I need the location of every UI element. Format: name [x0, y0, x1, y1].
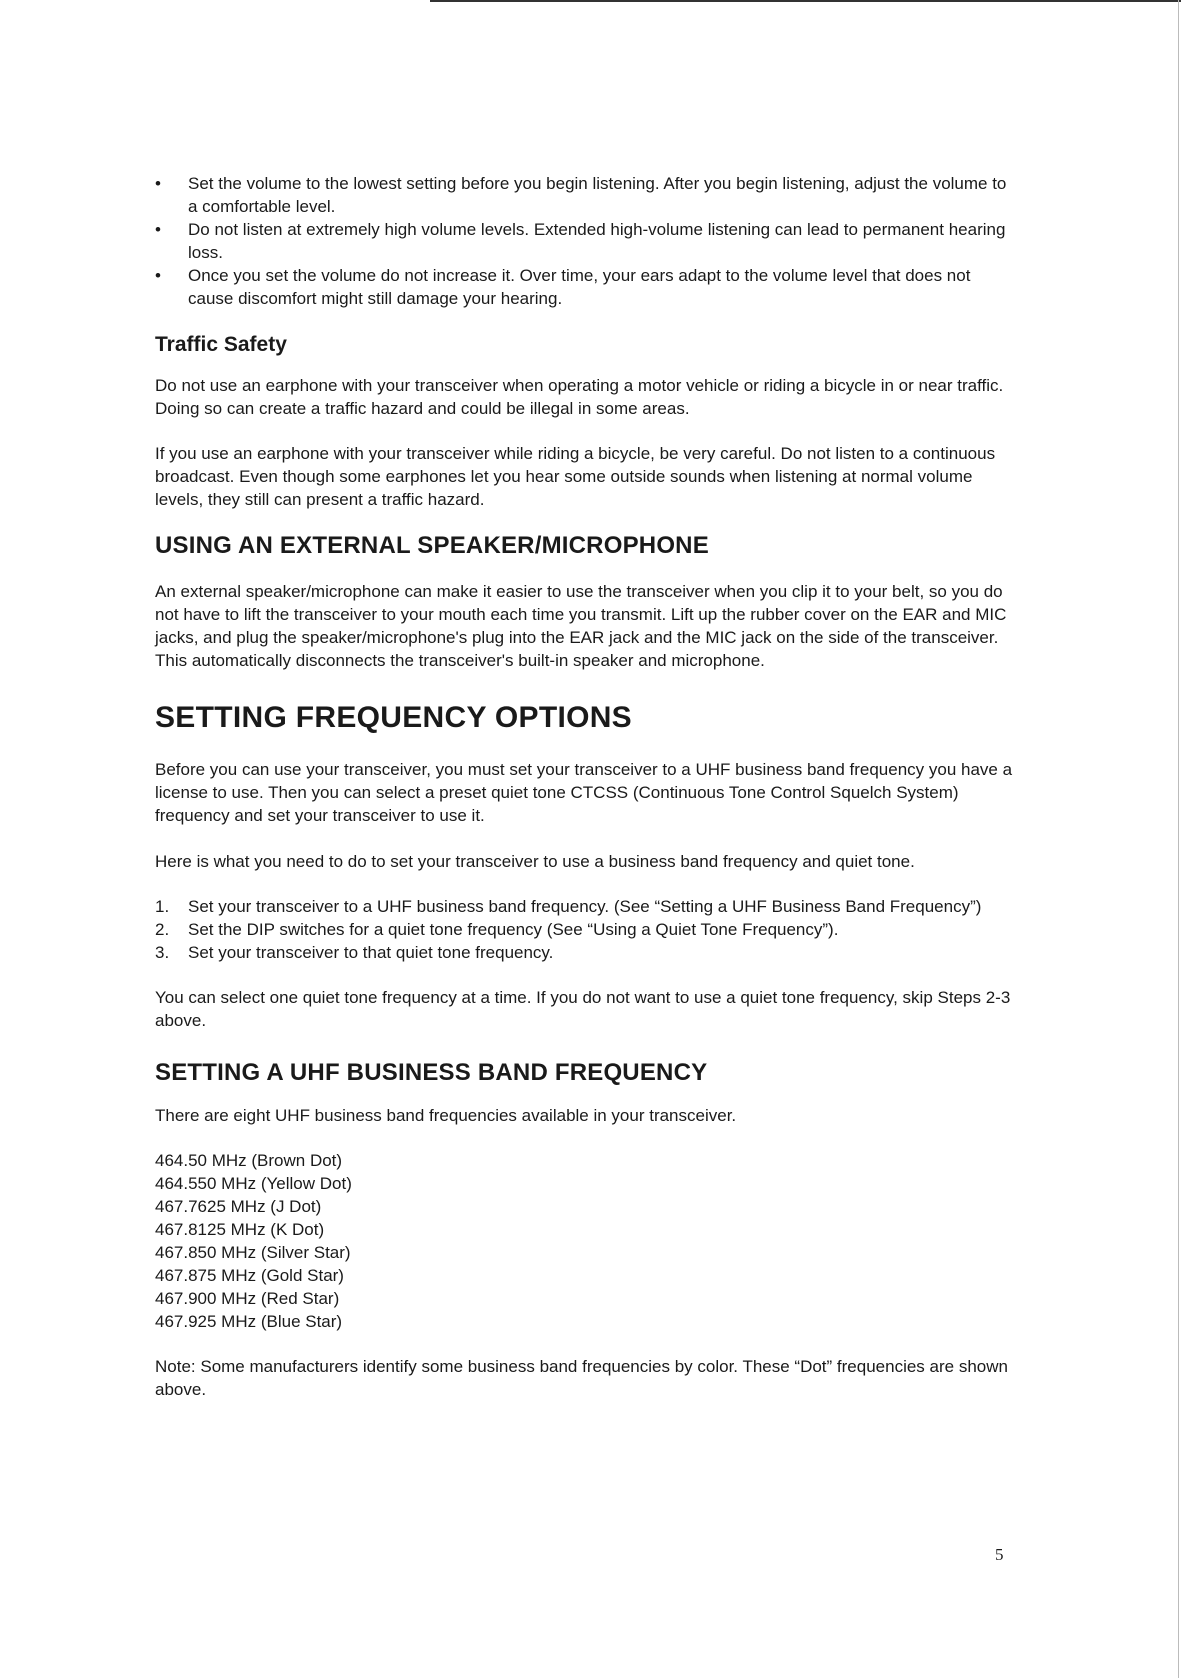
- hearing-safety-bullets: [155, 172, 1015, 310]
- frequency-item: 467.925 MHz (Blue Star): [155, 1312, 343, 1331]
- bullet-icon: •: [155, 220, 161, 239]
- right-scan-edge: [1178, 0, 1179, 1678]
- bullet-icon: •: [155, 174, 161, 193]
- frequency-options-intro: Before you can use your transceiver, you must set your transceiver to a UHF business band frequency you have a license to use. Then you can select a preset quiet tone CTCSS (Continuous Tone Control Squelch System) frequency and set your transceiver to use it.: [155, 760, 1013, 825]
- bullet-icon: •: [155, 266, 161, 285]
- frequency-item: 467.8125 MHz (K Dot): [155, 1220, 325, 1239]
- page-content: [155, 172, 1015, 1401]
- step-item: [155, 918, 1015, 941]
- external-speaker-heading: USING AN EXTERNAL SPEAKER/MICROPHONE: [155, 532, 709, 559]
- bullet-item: [155, 218, 1015, 264]
- bullet-item: [155, 172, 1015, 218]
- traffic-safety-heading: Traffic Safety: [155, 333, 287, 356]
- step-number: 3.: [155, 943, 170, 962]
- frequency-item: 467.900 MHz (Red Star): [155, 1289, 340, 1308]
- frequency-options-heading: SETTING FREQUENCY OPTIONS: [155, 701, 632, 734]
- external-speaker-paragraph: An external speaker/microphone can make it easier to use the transceiver when you clip it to your belt, so you do not have to lift the transceiver to your mouth each time you transmit. Lift up the rubber cover on the EAR and MIC jacks, and plug the speaker/microphone's plug into the EAR jack and the MIC jack on the side of the transceiver. This automatically disconnects the transceiver's built-in speaker and microphone.: [155, 582, 1007, 670]
- dot-frequencies-note: Note: Some manufacturers identify some business band frequencies by color. These “Dot” frequencies are shown above.: [155, 1357, 1008, 1399]
- frequency-list: [155, 1149, 1015, 1333]
- step-text: Set your transceiver to that quiet tone frequency.: [188, 943, 554, 962]
- step-item: [155, 895, 1015, 918]
- quiet-tone-note: You can select one quiet tone frequency at a time. If you do not want to use a quiet tone frequency, skip Steps 2-3 above.: [155, 988, 1011, 1030]
- bullet-text: Once you set the volume do not increase it. Over time, your ears adapt to the volume level that does not cause discomfort might still damage your hearing.: [188, 266, 971, 308]
- uhf-band-intro: There are eight UHF business band frequencies available in your transceiver.: [155, 1106, 737, 1125]
- uhf-band-heading: SETTING A UHF BUSINESS BAND FREQUENCY: [155, 1059, 708, 1086]
- frequency-item: 467.875 MHz (Gold Star): [155, 1266, 344, 1285]
- bullet-text: Set the volume to the lowest setting before you begin listening. After you begin listening, adjust the volume to a comfortable level.: [188, 174, 1007, 216]
- step-text: Set your transceiver to a UHF business band frequency. (See “Setting a UHF Business Band Frequency”): [188, 897, 982, 916]
- frequency-item: 464.50 MHz (Brown Dot): [155, 1151, 343, 1170]
- traffic-safety-paragraph: If you use an earphone with your transceiver while riding a bicycle, be very careful. Do not listen to a continuous broadcast. Even though some earphones let you hear some outside sounds when listening at normal volume levels, they still can present a traffic hazard.: [155, 444, 996, 509]
- frequency-item: 467.7625 MHz (J Dot): [155, 1197, 322, 1216]
- bullet-item: [155, 264, 1015, 310]
- step-text: Set the DIP switches for a quiet tone frequency (See “Using a Quiet Tone Frequency”).: [188, 920, 839, 939]
- page-number: 5: [995, 1545, 1004, 1564]
- frequency-item: 464.550 MHz (Yellow Dot): [155, 1174, 352, 1193]
- frequency-options-lead: Here is what you need to do to set your transceiver to use a business band frequency and quiet tone.: [155, 852, 915, 871]
- step-number: 1.: [155, 897, 170, 916]
- step-number: 2.: [155, 920, 170, 939]
- frequency-item: 467.850 MHz (Silver Star): [155, 1243, 351, 1262]
- frequency-steps-list: [155, 895, 1015, 964]
- top-scan-edge: [430, 0, 1181, 2]
- bullet-text: Do not listen at extremely high volume levels. Extended high-volume listening can lead to permanent hearing loss.: [188, 220, 1006, 262]
- traffic-safety-paragraph: Do not use an earphone with your transceiver when operating a motor vehicle or riding a bicycle in or near traffic. Doing so can create a traffic hazard and could be illegal in some areas.: [155, 376, 1004, 418]
- step-item: [155, 941, 1015, 964]
